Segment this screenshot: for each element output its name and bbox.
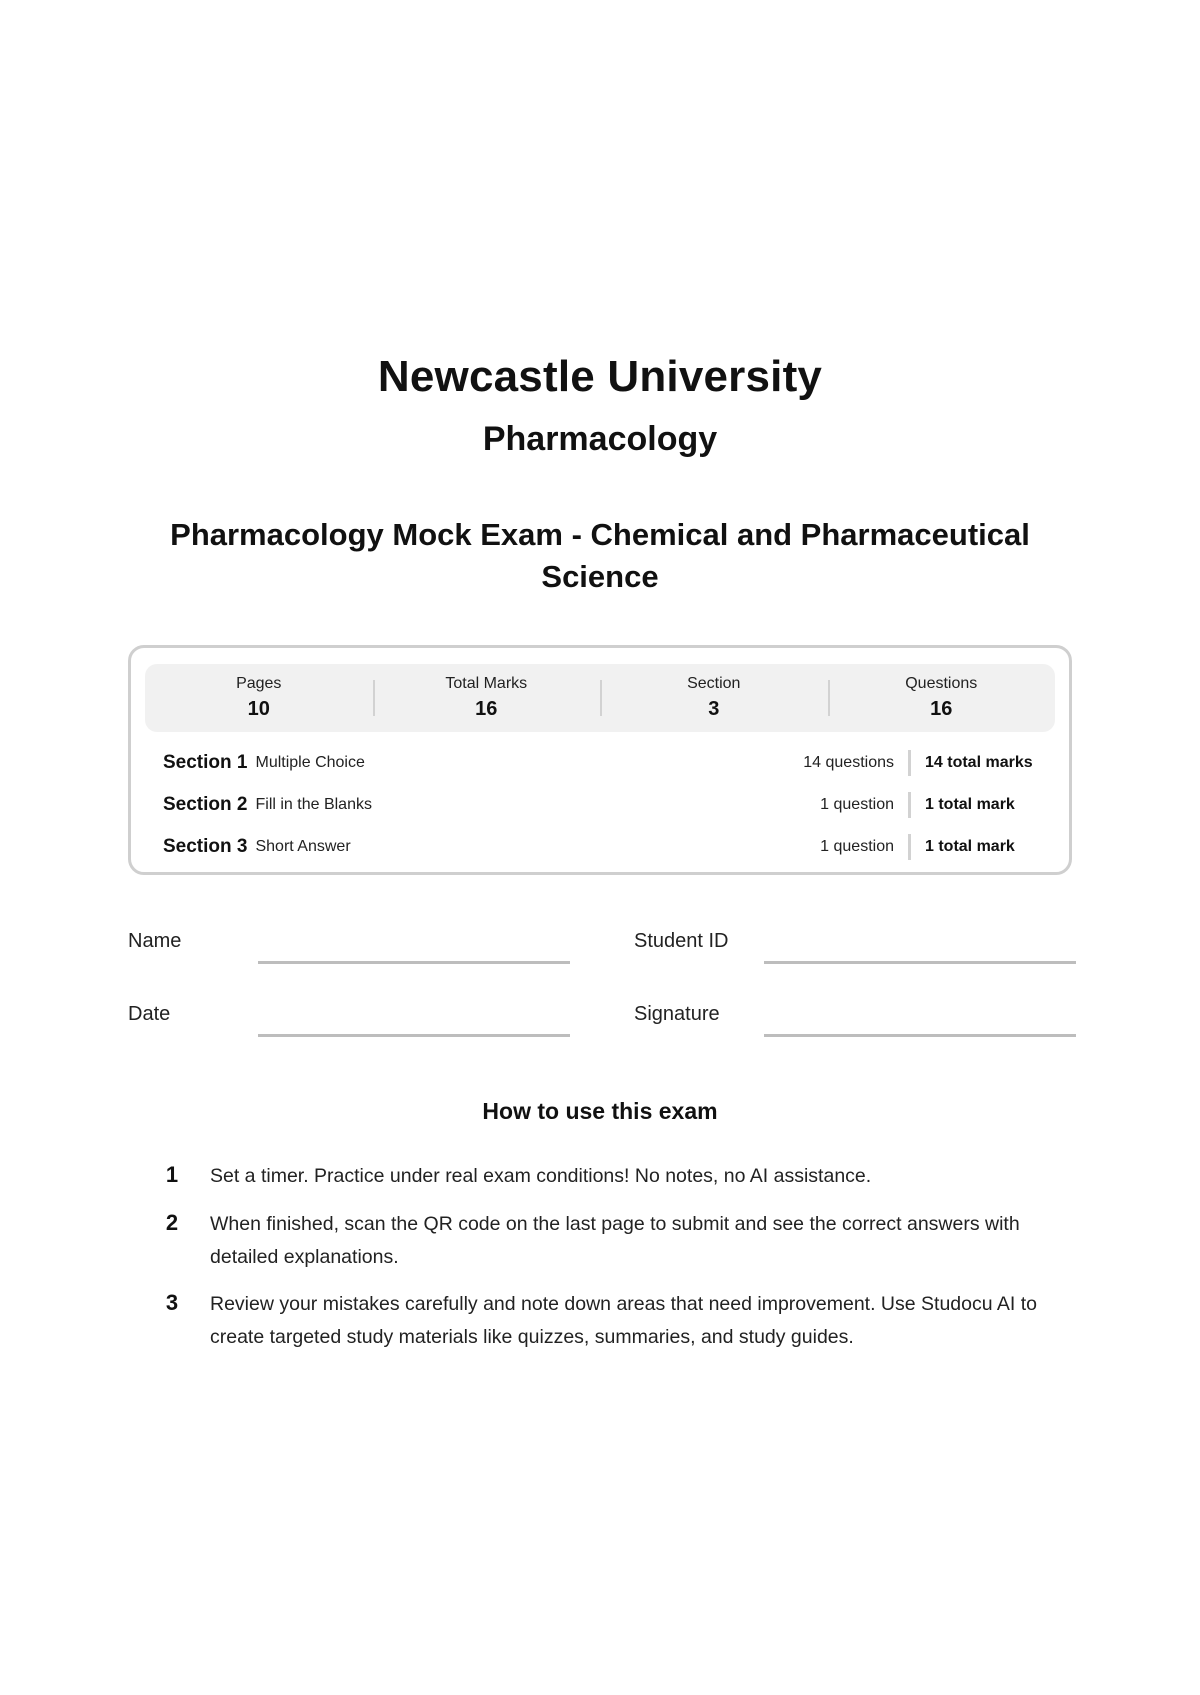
stat-questions <box>828 664 1056 732</box>
section-marks: 1 total mark <box>925 796 1015 813</box>
subject-title: Pharmacology <box>482 420 718 458</box>
stat-value: 3 <box>708 698 720 720</box>
stat-label: Pages <box>236 675 282 692</box>
section-name: Section 1 <box>163 752 248 773</box>
section-type: Short Answer <box>255 838 351 855</box>
section-row-1 <box>163 748 1043 778</box>
exam-title: Pharmacology Mock Exam - Chemical and Pharmaceutical Science <box>170 517 1030 594</box>
stat-section <box>600 664 828 732</box>
stat-value: 16 <box>475 698 498 720</box>
step-text: Set a timer. Practice under real exam conditions! No notes, no AI assistance. <box>210 1165 872 1187</box>
signature-field <box>634 1003 1076 1043</box>
name-input-line[interactable] <box>258 961 570 964</box>
student-id-field <box>634 930 1076 970</box>
section-type: Fill in the Blanks <box>255 796 372 813</box>
date-field <box>128 1003 570 1043</box>
stat-value: 16 <box>930 698 953 720</box>
step-text: When finished, scan the QR code on the last page to submit and see the correct answers with detailed explanations. <box>210 1213 1020 1268</box>
stat-label: Total Marks <box>445 675 528 692</box>
section-row-3 <box>163 832 1043 862</box>
section-type: Multiple Choice <box>255 754 365 771</box>
section-question-count: 1 question <box>820 796 894 813</box>
section-row-2 <box>163 790 1043 820</box>
section-marks: 14 total marks <box>925 754 1033 771</box>
section-meta <box>798 790 1043 820</box>
signature-label: Signature <box>634 1003 720 1025</box>
signature-input-line[interactable] <box>764 1034 1076 1037</box>
date-input-line[interactable] <box>258 1034 570 1037</box>
stat-total-marks <box>373 664 601 732</box>
instruction-step-3 <box>160 1288 1060 1358</box>
stat-value: 10 <box>247 698 270 720</box>
section-question-count: 14 questions <box>803 754 894 771</box>
exam-summary-card <box>128 645 1072 875</box>
stats-bar <box>145 664 1055 732</box>
stat-label: Section <box>687 675 741 692</box>
section-meta <box>798 832 1043 862</box>
step-number: 3 <box>165 1290 179 1315</box>
section-meta <box>798 748 1043 778</box>
step-number: 1 <box>165 1162 179 1187</box>
section-marks: 1 total mark <box>925 838 1015 855</box>
student-id-label: Student ID <box>634 930 729 952</box>
step-text: Review your mistakes carefully and note down areas that need improvement. Use Studocu AI to create targeted study materials like quizzes, summaries, and study guides. <box>210 1293 1038 1348</box>
instruction-step-2 <box>160 1208 1060 1278</box>
name-field <box>128 930 570 970</box>
step-number: 2 <box>165 1210 179 1235</box>
section-name: Section 2 <box>163 794 248 815</box>
student-id-input-line[interactable] <box>764 961 1076 964</box>
stat-label: Questions <box>905 675 978 692</box>
section-name: Section 3 <box>163 836 248 857</box>
name-label: Name <box>128 930 182 952</box>
section-question-count: 1 question <box>820 838 894 855</box>
instruction-step-1 <box>160 1160 1060 1200</box>
date-label: Date <box>128 1003 171 1025</box>
how-to-title: How to use this exam <box>482 1098 718 1124</box>
university-title: Newcastle University <box>377 352 823 401</box>
stat-pages <box>145 664 373 732</box>
